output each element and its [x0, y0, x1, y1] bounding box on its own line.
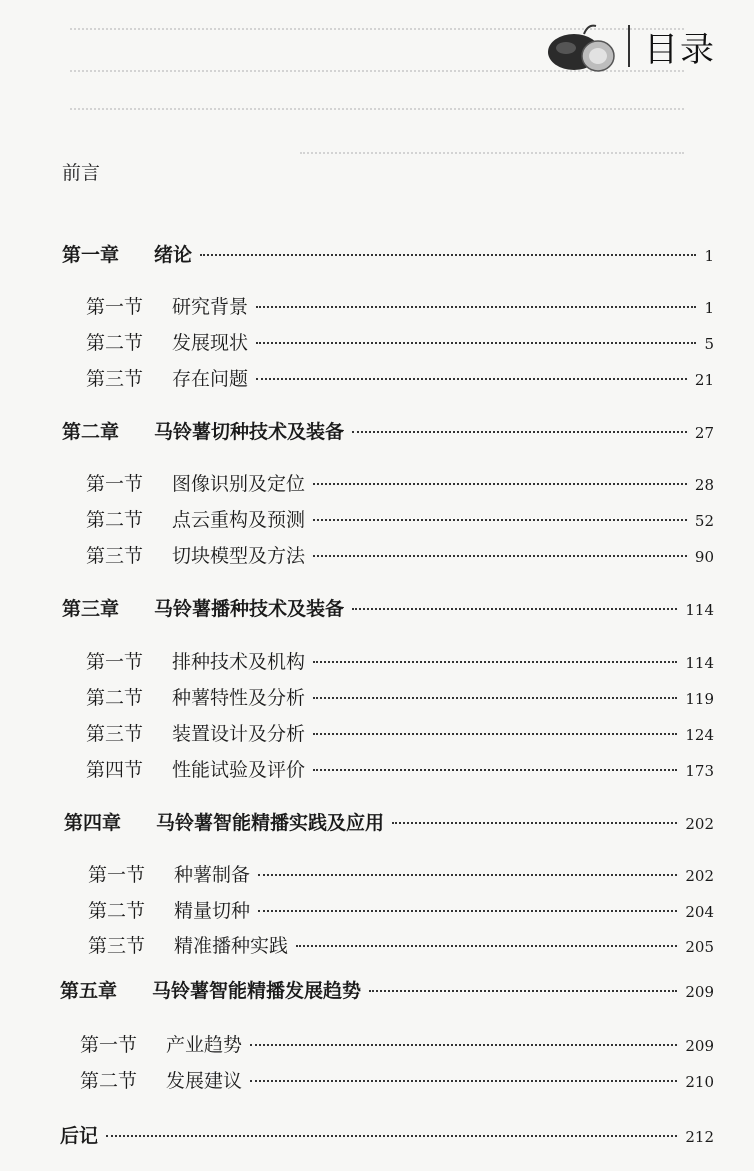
dot-leader: [200, 254, 696, 256]
page-number: 204: [685, 903, 714, 921]
toc-afterword-row: [60, 1121, 714, 1148]
dot-leader: [313, 661, 677, 663]
section-title: 发展建议: [166, 1070, 243, 1092]
dot-leader: [256, 378, 687, 380]
section-number: 第二节: [86, 687, 144, 709]
toc-chapter-row: [62, 594, 714, 621]
page-number: 114: [685, 601, 714, 619]
page-number: 114: [685, 654, 714, 672]
dot-leader: [369, 990, 677, 992]
chapter-number: 第二章: [62, 421, 120, 443]
dot-leader: [392, 822, 677, 824]
dot-leader: [313, 483, 687, 485]
section-title: 精量切种: [174, 900, 251, 922]
page-number: 52: [694, 512, 714, 530]
chapter-number: 第四章: [64, 812, 122, 834]
toc-section-row: [88, 896, 714, 923]
section-number: 第四节: [86, 759, 144, 781]
section-number: 第三节: [86, 723, 144, 745]
section-number: 第三节: [88, 935, 146, 957]
chapter-title: 马铃薯播种技术及装备: [154, 598, 345, 620]
toc-section-row: [86, 683, 714, 710]
page-number: 27: [694, 424, 714, 442]
section-number: 第二节: [86, 509, 144, 531]
page-number: 21: [694, 371, 714, 389]
page-number: 90: [694, 548, 714, 566]
chapter-number: 第五章: [60, 980, 118, 1002]
section-title: 研究背景: [172, 296, 249, 318]
page-number: 212: [685, 1128, 714, 1146]
page-number: 209: [685, 983, 714, 1001]
toc-section-row: [80, 1030, 714, 1057]
page-number: 210: [685, 1073, 714, 1091]
dot-leader: [296, 945, 677, 947]
dot-leader: [256, 306, 696, 308]
page-number: 28: [694, 476, 714, 494]
dot-leader: [313, 519, 687, 521]
section-number: 第一节: [86, 651, 144, 673]
chapter-number: 第三章: [62, 598, 120, 620]
potato-logo-icon: [544, 18, 616, 74]
chapter-title: 马铃薯智能精播发展趋势: [152, 980, 362, 1002]
section-title: 点云重构及预测: [172, 509, 306, 531]
page-number: 5: [704, 335, 714, 353]
section-title: 产业趋势: [166, 1034, 243, 1056]
dot-leader: [313, 555, 687, 557]
bleed-through-line: [300, 152, 684, 155]
preface-entry: 前言: [62, 162, 101, 184]
chapter-title: 马铃薯切种技术及装备: [154, 421, 345, 443]
page-number: 124: [685, 726, 714, 744]
page-number: 173: [685, 762, 714, 780]
section-title: 切块模型及方法: [172, 545, 306, 567]
section-title: 排种技术及机构: [172, 651, 306, 673]
page-title: 目录: [644, 29, 716, 70]
toc-section-row: [86, 505, 714, 532]
toc-section-row: [86, 719, 714, 746]
dot-leader: [250, 1080, 677, 1082]
chapter-title: 绪论: [154, 244, 193, 266]
page-number: 119: [685, 690, 714, 708]
toc-chapter-row: [62, 417, 714, 444]
toc-header: [544, 18, 716, 74]
toc-chapter-row: [64, 808, 714, 835]
toc-section-row: [88, 860, 714, 887]
section-number: 第一节: [80, 1034, 138, 1056]
toc-chapter-row: [60, 976, 714, 1003]
toc-section-row: [80, 1066, 714, 1093]
dot-leader: [256, 342, 696, 344]
page-number: 209: [685, 1037, 714, 1055]
section-number: 第二节: [88, 900, 146, 922]
page-number: 1: [704, 247, 714, 265]
toc-section-row: [86, 469, 714, 496]
toc-section-row: [86, 328, 714, 355]
dot-leader: [313, 697, 677, 699]
dot-leader: [250, 1044, 677, 1046]
toc-section-row: [88, 931, 714, 958]
toc-chapter-row: [62, 240, 714, 267]
dot-leader: [352, 608, 677, 610]
dot-leader: [106, 1135, 677, 1137]
bleed-through-line: [70, 108, 684, 111]
toc-section-row: [86, 541, 714, 568]
dot-leader: [313, 733, 677, 735]
afterword-title: 后记: [60, 1125, 99, 1147]
section-title: 种薯制备: [174, 864, 251, 886]
chapter-number: 第一章: [62, 244, 120, 266]
toc-section-row: [86, 364, 714, 391]
dot-leader: [352, 431, 687, 433]
page-number: 1: [704, 299, 714, 317]
chapter-title: 马铃薯智能精播实践及应用: [156, 812, 385, 834]
section-number: 第一节: [86, 473, 144, 495]
section-number: 第一节: [88, 864, 146, 886]
section-title: 存在问题: [172, 368, 249, 390]
toc-section-row: [86, 292, 714, 319]
section-title: 发展现状: [172, 332, 249, 354]
dot-leader: [258, 910, 677, 912]
dot-leader: [258, 874, 677, 876]
toc-section-row: [86, 647, 714, 674]
section-title: 图像识别及定位: [172, 473, 306, 495]
page-number: 202: [685, 867, 714, 885]
section-title: 性能试验及评价: [172, 759, 306, 781]
dot-leader: [313, 769, 677, 771]
section-title: 精准播种实践: [174, 935, 289, 957]
header-divider: [628, 25, 630, 67]
section-number: 第一节: [86, 296, 144, 318]
section-number: 第三节: [86, 545, 144, 567]
section-number: 第三节: [86, 368, 144, 390]
section-number: 第二节: [86, 332, 144, 354]
toc-section-row: [86, 755, 714, 782]
section-title: 装置设计及分析: [172, 723, 306, 745]
page-number: 202: [685, 815, 714, 833]
page-number: 205: [685, 938, 714, 956]
section-title: 种薯特性及分析: [172, 687, 306, 709]
section-number: 第二节: [80, 1070, 138, 1092]
